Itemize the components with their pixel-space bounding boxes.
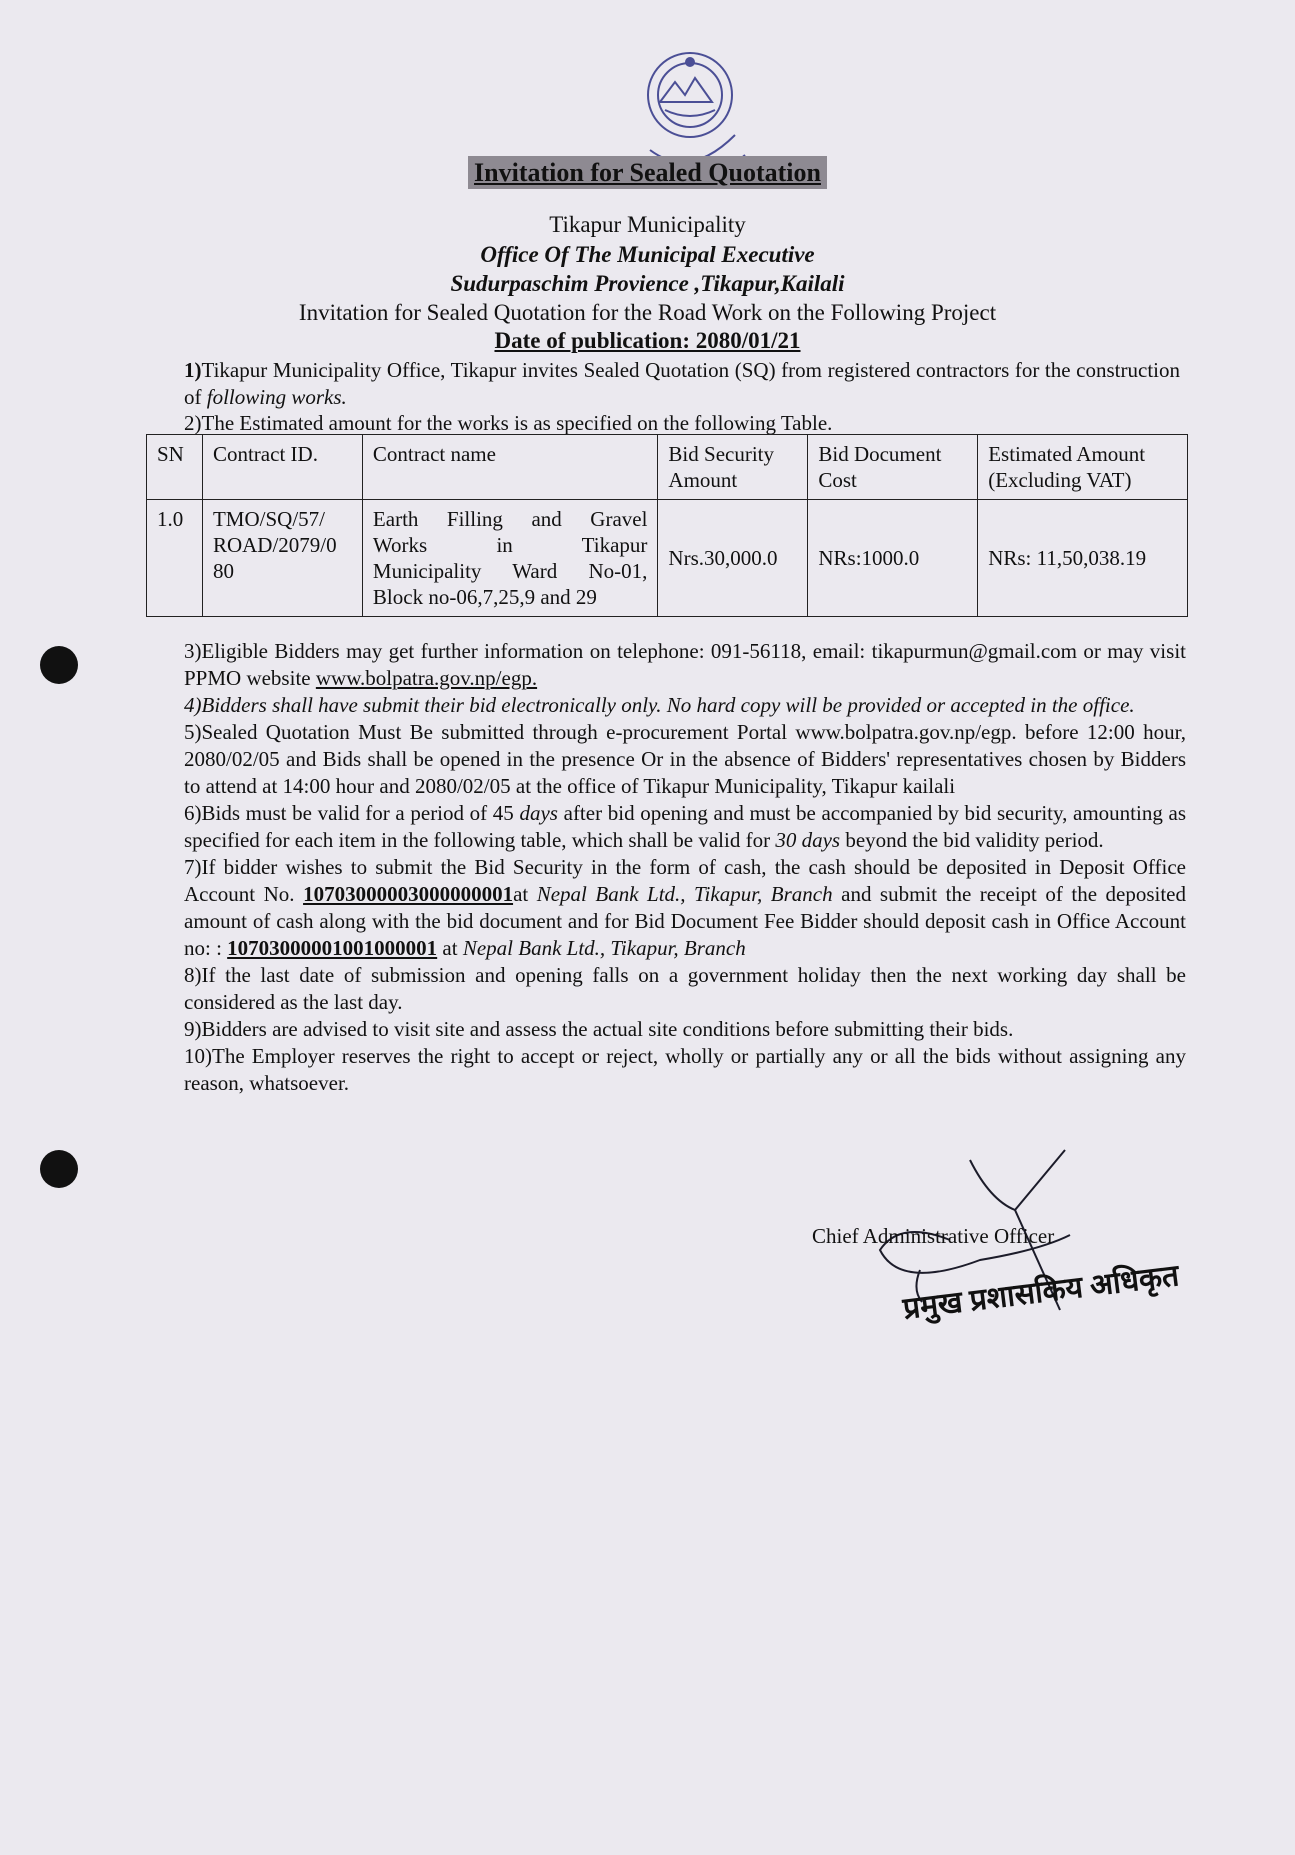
notice-subtitle: Invitation for Sealed Quotation for the Road Work on the Following Project [298,300,997,325]
col-bid-document: Bid Document Cost [808,435,978,500]
signatory-title: Chief Administrative Officer [812,1224,1055,1248]
cell-contract-name: Earth Filling and Gravel Works in Tikapur Municipality Ward No-01, Block no-06,7,25,9 and 29 [362,500,658,617]
cell-estimated-amount: NRs: 11,50,038.19 [978,500,1188,617]
clauses [184,638,1186,1097]
col-contract-id: Contract ID. [202,435,362,500]
signatory-title-nepali: प्रमुख प्रशासकिय अधिकृत [901,1259,1181,1326]
office-name: Office Of The Municipal Executive [480,242,815,267]
clause-3: 3)Eligible Bidders may get further information on telephone: 091-56118, email: tikapurmun@gmail.com or may visit PPMO website www.bolpatra.gov.np/egp. [184,639,1186,690]
cell-bid-document: NRs:1000.0 [808,500,978,617]
office-account-number: 10703000001001000001 [227,936,438,960]
clause-9: 9)Bidders are advised to visit site and assess the actual site conditions before submitting their bids. [184,1017,1014,1041]
cell-bid-security: Nrs.30,000.0 [658,500,808,617]
ppmo-website-link[interactable]: www.bolpatra.gov.np/egp. [315,666,538,690]
clause-8: 8)If the last date of submission and opening falls on a government holiday then the next working day shall be considered as the last day. [184,963,1186,1014]
notice-title: Invitation for Sealed Quotation [0,158,1295,188]
col-bid-security: Bid Security Amount [658,435,808,500]
punch-hole-bottom [40,1150,78,1188]
clause-4: 4)Bidders shall have submit their bid electronically only. No hard copy will be provided or accepted in the office. [184,693,1135,717]
col-contract-name: Contract name [362,435,658,500]
punch-hole-top [40,646,78,684]
table-row [147,500,1188,617]
clause-1: 1)Tikapur Municipality Office, Tikapur invites Sealed Quotation (SQ) from registered contractors for the construction of following works. [184,358,1180,409]
clause-7: 7)If bidder wishes to submit the Bid Security in the form of cash, the cash should be deposited in Deposit Office Account No. 10703000003000000001at Nepal Bank Ltd., Tikapur, Branch and submit the receipt of the deposited amount of cash along with the bid document and for Bid Document Fee Bidder should deposit cash in Office Account no: : 10703000001001000001 at Nepal Bank Ltd., Tikapur, Branch [184,855,1187,960]
table-header-row [147,435,1188,500]
col-sn: SN [147,435,203,500]
clause-2: 2)The Estimated amount for the works is as specified on the following Table. [184,411,833,435]
clause-5: 5)Sealed Quotation Must Be submitted through e-procurement Portal www.bolpatra.gov.np/egp. before 12:00 hour, 2080/02/05 and Bids shall be opened in the presence Or in the absence of Bidders' representatives chosen by Bidders to attend at 14:00 hour and 2080/02/05 at the office of Tikapur Municipality, Tikapur kailali [184,720,1186,798]
cell-sn: 1.0 [147,500,203,617]
province-line: Sudurpaschim Provience ,Tikapur,Kailali [450,271,845,296]
works-table [146,434,1188,617]
clause-10: 10)The Employer reserves the right to accept or reject, wholly or partially any or all the bids without assigning any reason, whatsoever. [184,1044,1186,1095]
cell-contract-id: TMO/SQ/57/ ROAD/2079/0 80 [202,500,362,617]
clause-6: 6)Bids must be valid for a period of 45 days after bid opening and must be accompanied by bid security, amounting as specified for each item in the following table, which shall be valid for 30 days beyond the bid validity period. [184,801,1186,852]
municipality-name: Tikapur Municipality [549,212,746,237]
col-estimated-amount: Estimated Amount (Excluding VAT) [978,435,1188,500]
publication-date: Date of publication: 2080/01/21 [494,328,801,353]
deposit-account-number: 10703000003000000001 [303,882,514,906]
